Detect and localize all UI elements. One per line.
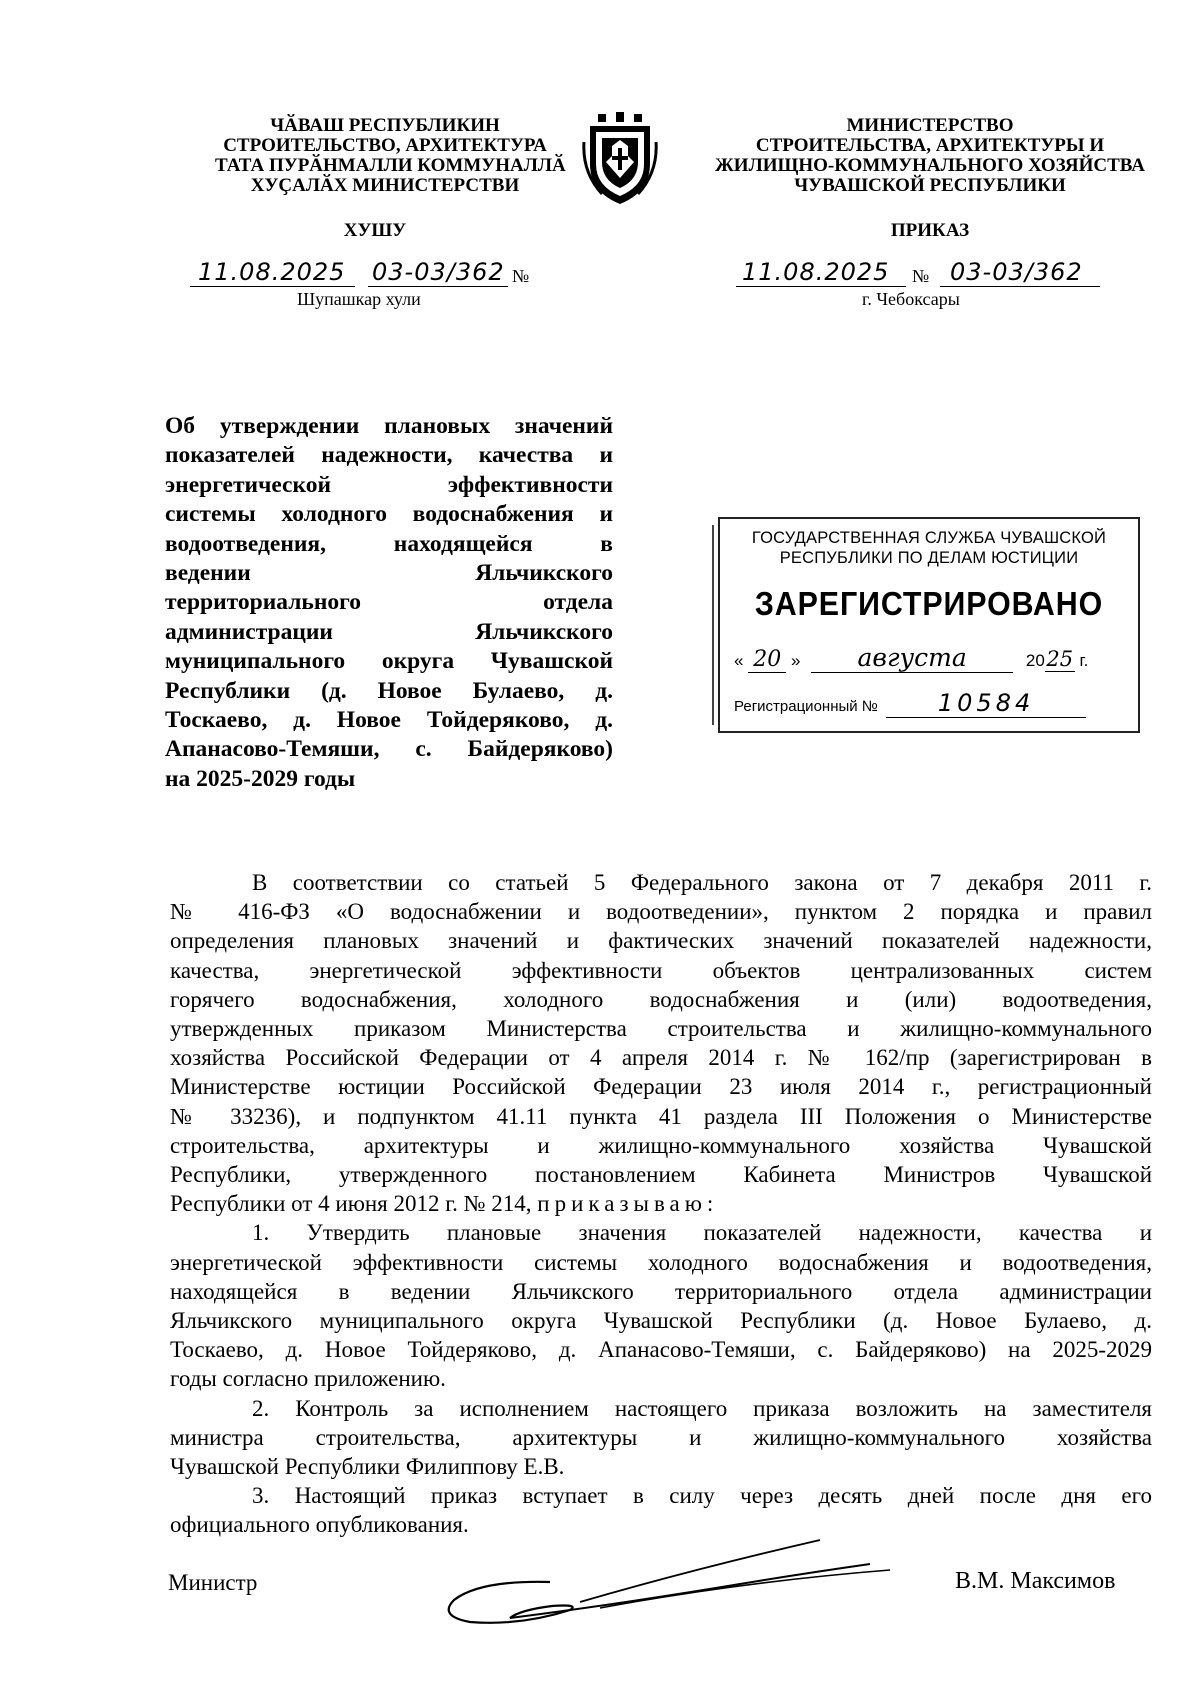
registration-stamp — [718, 517, 1140, 733]
body-line: определения плановых значений и фактических значений показателей надежности, — [170, 928, 1152, 954]
body-line: хозяйства Российской Федерации от 4 апреля 2014 г. № 162/пр (зарегистрирован в — [170, 1045, 1152, 1071]
stamp-month: августа — [811, 643, 1013, 673]
item-3-line: 3. Настоящий приказ вступает в силу через десять дней после дня его — [252, 1483, 1152, 1509]
header-right-number-underline — [940, 286, 1100, 287]
header-right-line: МИНИСТЕРСТВО — [846, 115, 1014, 136]
stamp-day: 20 — [748, 647, 786, 673]
stamp-date-row — [734, 643, 1126, 677]
header-left-date: 11.08.2025 — [198, 258, 346, 286]
item-2-line: министра строительства, архитектуры и жилищно-коммунального хозяйства — [170, 1424, 1152, 1450]
title-line: водоотведения, находящейся в — [165, 530, 613, 557]
handwritten-signature — [440, 1530, 900, 1640]
body-line: Министерстве юстиции Российской Федерации 23 июля 2014 г., регистрационный — [170, 1074, 1152, 1100]
stamp-quote-open: « — [734, 651, 744, 670]
body-line: утвержденных приказом Министерства строительства и жилищно-коммунального — [170, 1016, 1152, 1042]
header-left-number-underline — [368, 286, 508, 287]
chuvash-coat-of-arms-icon — [582, 112, 658, 208]
stamp-reg-number: 10584 — [886, 689, 1086, 718]
header-right-org — [690, 116, 1170, 196]
document-body — [170, 868, 1152, 1540]
body-line — [170, 1189, 1152, 1218]
header-right-number: 03-03/362 — [950, 258, 1083, 286]
header-right-city: г. Чебоксары — [862, 289, 960, 309]
header-left-line: ТАТА ПУРӐНМАЛЛИ КОММУНАЛЛӐ — [215, 155, 566, 176]
signature-name: В.М. Максимов — [955, 1568, 1116, 1594]
header-right-date: 11.08.2025 — [742, 258, 890, 286]
body-line: Республики, утвержденного постановлением Кабинета Министров Чувашской — [170, 1162, 1152, 1188]
item-1-line: годы согласно приложению. — [170, 1366, 446, 1392]
title-line: Тоскаево, д. Новое Тойдеряково, д. — [165, 707, 613, 734]
header-right-line: ЖИЛИЩНО-КОММУНАЛЬНОГО ХОЗЯЙСТВА — [715, 155, 1145, 176]
order-word: приказываю: — [537, 1191, 719, 1217]
signature-position: Министр — [168, 1570, 258, 1595]
header-left-line: ЧӐВАШ РЕСПУБЛИКИН — [270, 115, 500, 136]
stamp-status: ЗАРЕГИСТРИРОВАНО — [754, 585, 1104, 622]
header-left-date-underline — [190, 286, 355, 287]
title-line: ведении Яльчикского — [165, 560, 613, 587]
title-line: Республики (д. Новое Булаево, д. — [165, 677, 613, 704]
stamp-reg-row — [734, 689, 1126, 718]
header-left-number-sign: № — [512, 266, 530, 286]
body-line-text: Республики от 4 июня 2012 г. № 214, — [170, 1191, 538, 1217]
stamp-org-line: РЕСПУБЛИКИ ПО ДЕЛАМ ЮСТИЦИИ — [779, 549, 1079, 567]
header-left-org — [215, 115, 566, 196]
header-right-number-sign: № — [912, 266, 930, 286]
item-2-line: 2. Контроль за исполнением настоящего приказа возложить на заместителя — [252, 1395, 1152, 1421]
item-1-line: находящейся в ведении Яльчикского территориального отдела администрации — [170, 1278, 1152, 1304]
stamp-year-prefix: 20 — [1025, 651, 1045, 670]
body-line: горячего водоснабжения, холодного водоснабжения и (или) водоотведения, — [170, 986, 1152, 1012]
body-line: № 33236), и подпунктом 41.11 пункта 41 раздела III Положения о Министерстве — [170, 1103, 1152, 1129]
item-1-line: энергетической эффективности системы холодного водоснабжения и водоотведения, — [170, 1249, 1152, 1275]
body-line: В соответствии со статьей 5 Федерального закона от 7 декабря 2011 г. — [252, 870, 1152, 895]
stamp-org-line: ГОСУДАРСТВЕННАЯ СЛУЖБА ЧУВАШСКОЙ — [751, 529, 1107, 547]
stamp-reg-label: Регистрационный № — [734, 698, 878, 715]
title-line: Об утверждении плановых значений — [165, 413, 613, 439]
header-left-doc-type: ХУШУ — [343, 220, 407, 241]
body-line: качества, энергетической эффективности объектов централизованных систем — [170, 957, 1152, 983]
document-title — [165, 412, 613, 794]
title-line: Апанасово-Темяши, с. Байдеряково) — [165, 736, 613, 763]
title-line: энергетической эффективности — [165, 471, 613, 498]
title-line: системы холодного водоснабжения и — [165, 501, 613, 528]
body-line: строительства, архитектуры и жилищно-коммунального хозяйства Чувашской — [170, 1132, 1152, 1158]
body-line: № 416-ФЗ «О водоснабжении и водоотведении», пунктом 2 порядка и правил — [170, 899, 1152, 925]
stamp-year-unit: г. — [1079, 651, 1089, 670]
header-left-line: ХУҪАЛӐХ МИНИСТЕРСТВИ — [250, 175, 520, 196]
header-left-number: 03-03/362 — [372, 258, 505, 286]
header-right-date-underline — [736, 286, 906, 287]
header-right-line: ЧУВАШСКОЙ РЕСПУБЛИКИ — [794, 175, 1066, 196]
title-line: муниципального округа Чувашской — [165, 648, 613, 675]
header-left-line: СТРОИТЕЛЬСТВО, АРХИТЕКТУРА — [223, 135, 547, 156]
stamp-quote-close: » — [790, 651, 801, 670]
item-3-line: официального опубликования. — [170, 1512, 469, 1538]
item-1-line: Тоскаево, д. Новое Тойдеряково, д. Апанасово-Темяши, с. Байдеряково) на 2025-2029 — [170, 1337, 1152, 1363]
title-line: показателей надежности, качества и — [165, 442, 613, 469]
header-right-doc-type: ПРИКАЗ — [890, 220, 970, 241]
item-2-line: Чувашской Республики Филиппову Е.В. — [170, 1454, 565, 1480]
title-line: администрации Яльчикского — [165, 618, 613, 645]
item-1-line: 1. Утвердить плановые значения показателей надежности, качества и — [252, 1220, 1152, 1246]
title-line: на 2025-2029 годы — [165, 765, 356, 792]
stamp-year-suffix: 25 — [1046, 647, 1074, 671]
item-1-line: Яльчикского муниципального округа Чувашской Республики (д. Новое Булаево, д. — [170, 1308, 1152, 1334]
header-right-line: СТРОИТЕЛЬСТВА, АРХИТЕКТУРЫ И — [755, 135, 1105, 156]
title-line: территориального отдела — [165, 589, 613, 616]
header-left-city: Шупашкар хули — [297, 289, 421, 309]
